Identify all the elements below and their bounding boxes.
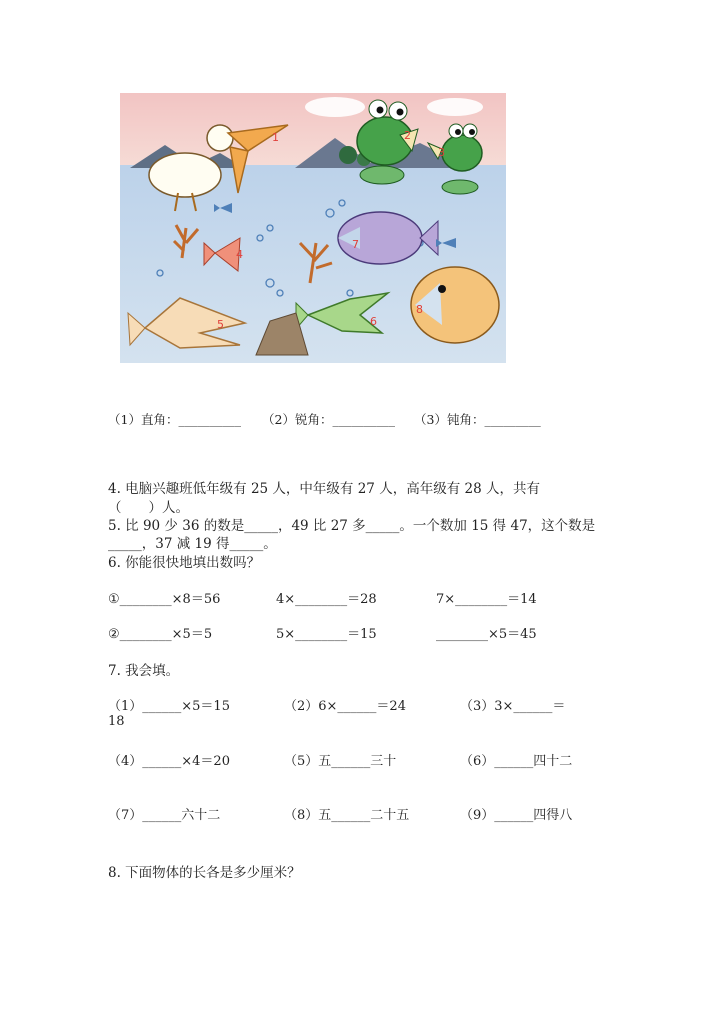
angle-number-1: 1 <box>272 131 279 144</box>
q6-item-3: 7×________＝14 <box>436 592 537 607</box>
q3-acute-angle: （2）锐角：__________ <box>262 412 395 427</box>
q5-line2: _____，37 减 19 得_____。 <box>108 536 277 552</box>
q7-item-2: （2）6×______＝24 <box>284 699 406 714</box>
q7-item-8: （8）五______二十五 <box>284 808 410 823</box>
q6-item-5: 5×________＝15 <box>276 627 377 642</box>
q3-obtuse-angle: （3）钝角：_________ <box>414 412 541 427</box>
q6-item-6: ________×5＝45 <box>436 627 537 642</box>
angle-number-8: 8 <box>416 303 423 316</box>
q6-title: 6. 你能很快地填出数吗？ <box>108 555 261 571</box>
q7-item-3: （3）3×______＝ <box>460 699 566 714</box>
q8-title: 8. 下面物体的长各是多少厘米？ <box>108 865 301 881</box>
angle-illustration <box>120 93 506 363</box>
q7-item-1: （1）______×5＝15 <box>108 699 230 714</box>
q3-right-angle: （1）直角：__________ <box>108 412 241 427</box>
q7-item-5: （5）五______三十 <box>284 754 397 769</box>
fish-8 <box>411 267 499 343</box>
angle-number-7: 7 <box>352 238 359 251</box>
q7-title: 7. 我会填。 <box>108 663 180 679</box>
angle-number-2: 2 <box>404 129 411 142</box>
angle-number-6: 6 <box>370 315 377 328</box>
angle-number-4: 4 <box>236 248 243 261</box>
q6-item-4: ②________×5＝5 <box>108 627 213 642</box>
q7-item-6: （6）______四十二 <box>460 754 573 769</box>
q7-item-9: （9）______四得八 <box>460 808 573 823</box>
q5-line1: 5. 比 90 少 36 的数是_____，49 比 27 多_____。一个数加 15 得 47，这个数是 <box>108 518 596 534</box>
q6-item-2: 4×________＝28 <box>276 592 377 607</box>
q4-line2: （ ）人。 <box>108 500 189 516</box>
q7-item-3-wrap: 18 <box>108 714 125 729</box>
q4-line1: 4. 电脑兴趣班低年级有 25 人，中年级有 27 人，高年级有 28 人，共有 <box>108 481 540 497</box>
angle-number-5: 5 <box>217 318 224 331</box>
angle-number-3: 3 <box>438 146 445 159</box>
q7-item-7: （7）______六十二 <box>108 808 221 823</box>
q7-item-4: （4）______×4＝20 <box>108 754 230 769</box>
q6-item-1: ①________×8＝56 <box>108 592 221 607</box>
